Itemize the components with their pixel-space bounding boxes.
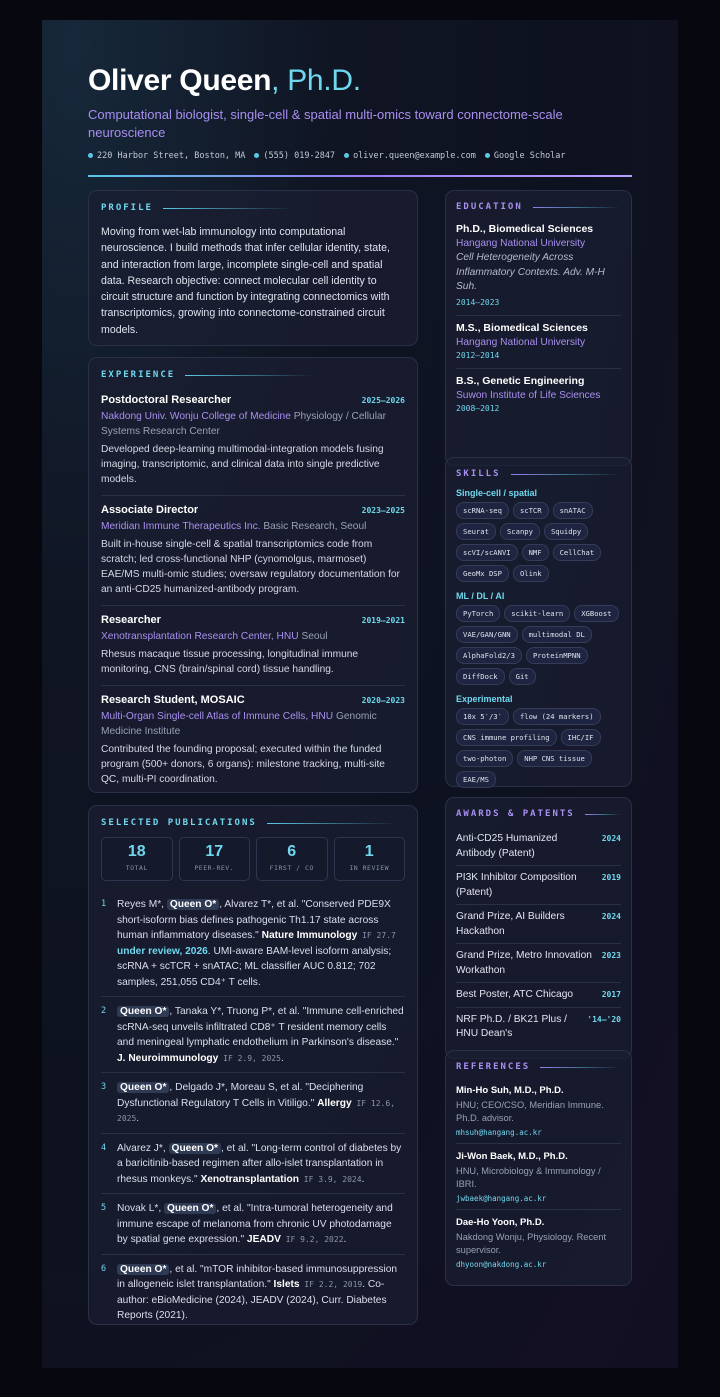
- award-year: 2017: [601, 990, 621, 999]
- job-title: Associate Director: [101, 504, 199, 516]
- skill-chip: Olink: [513, 565, 549, 582]
- publication-citation: [117, 1262, 405, 1324]
- self-author-badge: Queen O*: [167, 899, 219, 910]
- skill-chip: Scanpy: [500, 523, 540, 540]
- education-date: 2014–2023: [456, 297, 500, 307]
- award-name: Grand Prize, Metro Innovation Workathon: [456, 950, 592, 976]
- header-divider: [88, 175, 632, 177]
- skills-card: [445, 457, 632, 787]
- degree: Ph.D., Biomedical Sciences: [456, 223, 594, 235]
- job-description: Built in-house single-cell & spatial transcriptomics code from scratch; led cross-functional NHP (cynomolgus, marmoset) EAE/MS multi-omic studies; oversaw regulatory documentation for an anti-CD25 humanized-antibody program.: [101, 539, 400, 595]
- heading-rule: [185, 375, 315, 376]
- skills-heading-text: SKILLS: [456, 469, 501, 479]
- job-title: Research Student, MOSAIC: [101, 694, 245, 706]
- self-author-badge: Queen O*: [164, 1203, 216, 1214]
- phone-item: [254, 151, 335, 161]
- skill-chip: DiffDock: [456, 668, 505, 685]
- education-date: 2012–2014: [456, 350, 500, 360]
- heading-rule: [511, 474, 621, 475]
- journal-name: Nature Immunology: [261, 930, 358, 941]
- references-heading: [456, 1062, 621, 1072]
- skill-chip: Seurat: [456, 523, 496, 540]
- profile-heading: [101, 203, 405, 213]
- job-title: Postdoctoral Researcher: [101, 394, 232, 406]
- job-date: 2025–2026: [361, 396, 405, 405]
- thesis: Cell Heterogeneity Across Inflammatory Contexts. Adv. M-H Suh.: [456, 252, 605, 292]
- name-text: Oliver Queen: [88, 64, 272, 97]
- skill-chip: AlphaFold2/3: [456, 647, 522, 664]
- award-item: [456, 827, 621, 866]
- school: Hangang National University: [456, 238, 586, 249]
- review-status: under review, 2026: [117, 945, 208, 957]
- impact-factor: IF 9.2, 2022: [280, 1235, 344, 1244]
- stat-value: 1: [364, 843, 374, 860]
- bullet-dot-icon: [344, 153, 349, 158]
- publications-heading-text: SELECTED PUBLICATIONS: [101, 818, 257, 828]
- google-scholar-link[interactable]: Google Scholar: [493, 151, 566, 161]
- profile-card: [88, 190, 418, 346]
- citation-tail: .: [343, 1234, 347, 1245]
- journal-name: Islets: [273, 1279, 300, 1290]
- resume-header: [88, 64, 632, 161]
- education-entry: [456, 369, 621, 421]
- job-description: Rhesus macaque tissue processing, longitudinal immune monitoring, CNS (brain/spinal cord) tissue handling.: [101, 649, 359, 675]
- org-name: Multi-Organ Single-cell Atlas of Immune Cells, HNU: [101, 711, 334, 722]
- job-entry: [101, 386, 405, 496]
- skill-chip: PyTorch: [456, 605, 500, 622]
- job-list: [101, 386, 405, 795]
- publication-number: 2: [101, 1006, 107, 1016]
- skill-chip: scVI/scANVI: [456, 544, 518, 561]
- award-item: [456, 905, 621, 944]
- award-item: [456, 983, 621, 1008]
- award-name: Anti-CD25 Humanized Antibody (Patent): [456, 833, 558, 859]
- skill-group: [456, 488, 621, 582]
- skill-chip: CNS immune profiling: [456, 729, 557, 746]
- publications-heading: [101, 818, 405, 828]
- education-heading: [456, 202, 621, 212]
- experience-heading-text: EXPERIENCE: [101, 370, 176, 380]
- reference-entry: [456, 1078, 621, 1144]
- skill-chip: scikit-learn: [504, 605, 570, 622]
- citation-tail: . Co-author: eBioMedicine (2024), JEADV (2024), Curr. Diabetes Reports (2021).: [117, 1279, 387, 1321]
- publication-item: [101, 1194, 405, 1255]
- org-dept: Genomic Medicine Institute: [101, 711, 377, 737]
- skill-chip: EAE/MS: [456, 771, 496, 788]
- reference-affiliation: HNU; CEO/CSO, Meridian Immune. Ph.D. advisor.: [456, 1100, 604, 1123]
- citation-tail: .: [136, 1113, 140, 1124]
- skill-chip: two-photon: [456, 750, 513, 767]
- publication-item: [101, 1255, 405, 1330]
- skill-chips: [456, 605, 621, 685]
- journal-name: J. Neuroimmunology: [117, 1052, 219, 1064]
- profile-heading-text: PROFILE: [101, 203, 153, 213]
- citation-body: , et al. "Intra-tumoral heterogeneity and immune escape of melanoma from chronic UV photodamage by spatial gene expression.": [117, 1203, 393, 1245]
- publication-item: [101, 890, 405, 997]
- references-heading-text: REFERENCES: [456, 1062, 531, 1072]
- skill-chip: multimodal DL: [522, 626, 592, 643]
- skill-group-title: Experimental: [456, 694, 513, 704]
- job-date: 2023–2025: [361, 506, 405, 515]
- heading-rule: [533, 207, 621, 208]
- profile-text: Moving from wet-lab immunology into computational neuroscience. I build methods that infer cellular identity, state, and interaction from large, incomplete single-cell and spatial data. Research objective: connect molecular cell identity to circuit structure and function by integrating connectomics with transcriptomics, growing into connectome-constrained circuit models.: [101, 226, 390, 336]
- education-card: [445, 190, 632, 466]
- journal-name: Allergy: [317, 1097, 352, 1109]
- awards-card: [445, 797, 632, 1059]
- award-item: [456, 1008, 621, 1046]
- citation-body: , Delgado J*, Moreau S, et al. "Deciphering Dysfunctional Regulatory T Cells in Vitiligo.": [117, 1082, 364, 1109]
- org-name: Xenotransplantation Research Center, HNU: [101, 631, 299, 642]
- job-entry: [101, 686, 405, 795]
- stat-first-co: [256, 837, 328, 881]
- tagline: Computational biologist, single-cell & spatial multi-omics toward connectome-scale neuroscience: [88, 107, 563, 140]
- contact-row: [88, 151, 632, 161]
- impact-factor: IF 3.9, 2024: [298, 1174, 362, 1184]
- email-link[interactable]: oliver.queen@example.com: [353, 151, 476, 161]
- school: Hangang National University: [456, 336, 586, 348]
- stat-total: [101, 837, 173, 881]
- skill-chips: [456, 708, 621, 788]
- skill-chips: [456, 502, 621, 582]
- stat-value: 18: [127, 843, 146, 860]
- journal-name: Xenotransplantation: [200, 1173, 299, 1185]
- heading-rule: [267, 823, 397, 824]
- address-text: 220 Harbor Street, Boston, MA: [97, 151, 246, 161]
- reference-affiliation: Nakdong Wonju, Physiology. Recent supervisor.: [456, 1232, 607, 1255]
- scholar-item[interactable]: [485, 151, 566, 161]
- self-author-badge: Queen O*: [169, 1143, 221, 1154]
- publication-stats: [101, 837, 405, 881]
- stat-value: 17: [205, 843, 224, 860]
- heading-rule: [540, 1067, 621, 1068]
- skill-chip: NMF: [522, 544, 549, 561]
- publication-number: 1: [101, 899, 107, 909]
- skill-chip: NHP CNS tissue: [517, 750, 592, 767]
- skill-chip: XGBoost: [574, 605, 618, 622]
- award-year: 2024: [601, 834, 621, 843]
- reference-email[interactable]: dhyoon@nakdong.ac.kr: [456, 1260, 547, 1269]
- skill-chip: IHC/IF: [561, 729, 601, 746]
- skill-chip: scTCR: [513, 502, 549, 519]
- self-author-badge: Queen O*: [117, 1006, 169, 1017]
- job-date: 2020–2023: [361, 696, 405, 705]
- job-date: 2019–2021: [361, 616, 405, 625]
- authors-before: Alvarez J*,: [117, 1142, 169, 1154]
- skill-group: [456, 591, 621, 685]
- reference-entry: [456, 1210, 621, 1275]
- references-card: [445, 1050, 632, 1286]
- award-item: [456, 866, 621, 905]
- skill-chip: snATAC: [553, 502, 593, 519]
- org-dept: Physiology / Cellular Systems Research Center: [101, 411, 387, 437]
- candidate-name: [88, 64, 632, 98]
- award-name: PI3K Inhibitor Composition (Patent): [456, 872, 577, 898]
- award-year: '14–'20: [587, 1014, 621, 1024]
- experience-heading: [101, 370, 405, 380]
- award-item: [456, 944, 621, 983]
- skill-chip: VAE/GAN/GNN: [456, 626, 518, 643]
- stat-label: PEER-REV.: [194, 864, 235, 872]
- award-year: 2019: [601, 873, 621, 882]
- publication-citation: [117, 897, 405, 990]
- skill-group-title: ML / DL / AI: [456, 591, 505, 601]
- reference-affiliation: HNU, Microbiology & Immunology / IBRI.: [456, 1166, 601, 1189]
- awards-list: [456, 827, 621, 1046]
- reference-name: Dae-Ho Yoon, Ph.D.: [456, 1217, 545, 1228]
- job-entry: [101, 496, 405, 606]
- stat-label: TOTAL: [125, 864, 148, 872]
- job-org: [101, 629, 405, 644]
- job-org: [101, 709, 405, 739]
- degree: B.S., Genetic Engineering: [456, 374, 585, 387]
- publication-list: [101, 890, 405, 1330]
- job-title: Researcher: [101, 614, 161, 626]
- address-item: [88, 151, 245, 161]
- awards-heading: [456, 809, 621, 819]
- impact-factor: IF 2.2, 2019: [299, 1280, 363, 1289]
- skill-group-title: Single-cell / spatial: [456, 488, 538, 498]
- skill-chip: CellChat: [553, 544, 602, 561]
- impact-factor: IF 2.9, 2025: [218, 1053, 281, 1063]
- skill-chip: scRNA-seq: [456, 502, 509, 519]
- publication-number: 6: [101, 1263, 107, 1274]
- skill-chip: Squidpy: [544, 523, 588, 540]
- award-name: NRF Ph.D. / BK21 Plus / HNU Dean's: [456, 1013, 567, 1039]
- heading-rule: [585, 814, 621, 815]
- award-name: Best Poster, ATC Chicago: [456, 989, 574, 1000]
- reference-name: Ji-Won Baek, M.D., Ph.D.: [456, 1151, 568, 1162]
- resume-page: [42, 20, 678, 1368]
- education-date: 2008–2012: [456, 403, 500, 413]
- citation-tail: .: [280, 1052, 284, 1064]
- award-year: 2024: [601, 912, 621, 921]
- publication-number: 5: [101, 1203, 107, 1213]
- citation-tail: .: [361, 1173, 365, 1185]
- school: Suwon Institute of Life Sciences: [456, 389, 601, 401]
- email-item[interactable]: [344, 151, 476, 161]
- citation-body: , et al. "Long-term control of diabetes by a baricitinib-based regimen after allo-islet transplantation in rhesus monkeys.": [117, 1142, 402, 1185]
- publication-number: 4: [101, 1142, 107, 1153]
- org-dept: Basic Research, Seoul: [260, 521, 367, 532]
- education-heading-text: EDUCATION: [456, 202, 523, 212]
- publications-card: [88, 805, 418, 1325]
- impact-factor: IF 12.6, 2025: [117, 1098, 396, 1123]
- citation-body: , Tanaka Y*, Truong P*, et al. "Immune cell-enriched scRNA-seq unveils infiltrated CD8⁺ T resident memory cells and meningeal lymphatic endothelium in Parkinson's disease.": [117, 1006, 404, 1048]
- org-name: Meridian Immune Therapeutics Inc.: [101, 521, 261, 532]
- stat-peer-reviewed: [179, 837, 251, 881]
- publication-item: [101, 1134, 405, 1195]
- skill-chip: ProteinMPNN: [526, 647, 588, 664]
- stat-label: IN REVIEW: [349, 864, 390, 872]
- stat-value: 6: [287, 843, 297, 860]
- experience-card: [88, 357, 418, 793]
- job-org: [101, 409, 405, 439]
- job-description: Contributed the founding proposal; executed within the funded program (500+ donors, 6 organs): milestone tracking, multi-site QC, multi-PI coordination.: [101, 744, 385, 785]
- skill-chip: 10x 5′/3′: [456, 708, 509, 725]
- references-list: [456, 1078, 621, 1275]
- publication-citation: [117, 1004, 405, 1066]
- skill-chip: GeoMx DSP: [456, 565, 509, 582]
- reference-entry: [456, 1144, 621, 1210]
- publication-citation: [117, 1080, 405, 1127]
- awards-heading-text: AWARDS & PATENTS: [456, 809, 575, 819]
- stat-in-review: [334, 837, 406, 881]
- self-author-badge: Queen O*: [117, 1082, 169, 1093]
- education-list: [456, 217, 621, 421]
- authors-before: Novak L*,: [117, 1203, 164, 1214]
- publication-item: [101, 1073, 405, 1134]
- phone-text: (555) 019-2847: [263, 151, 336, 161]
- publication-citation: [117, 1141, 405, 1188]
- reference-email[interactable]: jwbaek@hangang.ac.kr: [456, 1194, 547, 1203]
- publication-number: 3: [101, 1082, 107, 1092]
- reference-email[interactable]: mhsuh@hangang.ac.kr: [456, 1128, 542, 1137]
- citation-body: , Alvarez T*, et al. "Conserved PDE9X short-isoform bias defines pathogenic Th1.17 state across human inflammatory diseases.": [117, 899, 391, 941]
- award-year: 2023: [601, 951, 621, 960]
- citation-tail: . UMI-aware BAM-level isoform analysis; scRNA + scTCR + snATAC; ML classifier AUC 0.812; 702 samples, 251,055 CD4⁺ T cells.: [117, 945, 392, 988]
- job-org: [101, 519, 405, 534]
- skill-chip: flow (24 markers): [513, 708, 601, 725]
- self-author-badge: Queen O*: [117, 1264, 169, 1275]
- publication-citation: [117, 1201, 405, 1248]
- education-entry: [456, 316, 621, 369]
- skills-heading: [456, 469, 621, 479]
- citation-body: , et al. "mTOR inhibitor-based immunosuppression in allogeneic islet transplantation.": [117, 1263, 398, 1290]
- impact-factor: IF 27.7: [357, 931, 396, 940]
- bullet-dot-icon: [485, 153, 490, 158]
- reference-name: Min-Ho Suh, M.D., Ph.D.: [456, 1085, 564, 1096]
- credential-text: , Ph.D.: [271, 64, 361, 97]
- bullet-dot-icon: [254, 153, 259, 158]
- skill-chip: Git: [509, 668, 536, 685]
- journal-name: JEADV: [246, 1234, 281, 1245]
- job-entry: [101, 606, 405, 686]
- education-entry: [456, 217, 621, 316]
- publication-item: [101, 997, 405, 1073]
- stat-label: FIRST / CO: [269, 864, 314, 872]
- award-name: Grand Prize, AI Builders Hackathon: [456, 911, 565, 937]
- job-description: Developed deep-learning multimodal-integration models fusing imaging, transcriptomic, and clinical data into single predictive models.: [101, 444, 384, 485]
- org-dept: Seoul: [298, 631, 328, 642]
- bullet-dot-icon: [88, 153, 93, 158]
- degree: M.S., Biomedical Sciences: [456, 321, 588, 334]
- heading-rule: [163, 208, 293, 209]
- skill-group: [456, 694, 621, 788]
- authors-before: Reyes M*,: [117, 899, 167, 910]
- org-name: Nakdong Univ. Wonju College of Medicine: [101, 411, 291, 422]
